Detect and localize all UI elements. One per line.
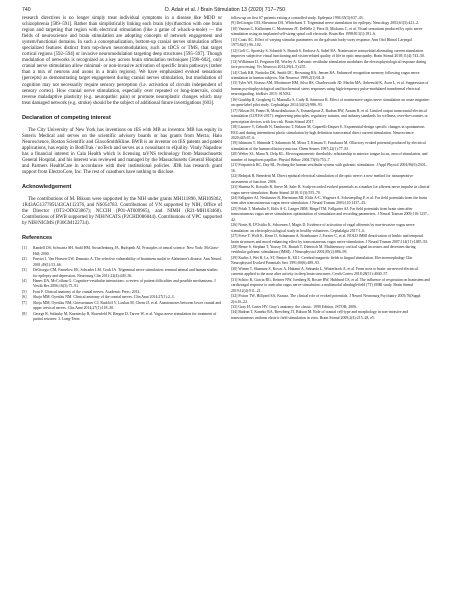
reference-text: DeGiorgio CM, Fanselow EE, Schrader LM, Cook IA. Trigeminal nerve stimulation: seminal animal and human studies for epilepsy and depression. Neurosurg Clin 2011;22(4):449–56. (33, 268, 218, 278)
page-number: 740 (22, 7, 31, 13)
reference-item: [27] Frese T, Wolf K, Kenn O, Schumann A, Bornhauser J, Forster C, et al. BOLD fMRI deactivation of limbic and temporal brain structures and mood enhancing effect by transcutaneous vagus nerve stimulation. J Neural Transm 2007;114(11):1485–93. (231, 234, 429, 244)
journal-citation: D. Adair et al. / Brain Stimulation 13 (2020) 717–750 (165, 7, 285, 13)
reference-number: [3] (22, 268, 27, 273)
reference-item (22, 257, 222, 268)
reference-item: [24] Fallgatter AJ, Neuhauser B, Herrmann MJ, Ehlis A-C, Wagener A, Scheuerpflug P, et al. Far field potentials from the brain stem after transcutaneous vagus nerve stimulation. J Neural Transm 2003;110:1437–43. (231, 195, 427, 206)
reference-list-left (22, 246, 222, 322)
reference-item: [30] Wimm T, Shumurz S, Kovac A, Hakami A, Sekunda L, Winterbock A, et al. From nose to brain: un-nerved electrical currents applied to the nose alter activity in deep brain structures. Cereb Cortex 2018;28(11):4040–57. (231, 266, 418, 277)
conflict-paragraph: The City University of New York has inventions on tES with MB as inventor. MB has equity in Soterix Medical and serves on the scientific advisory boards or has grants from Mecta, Halo Neuroscience, Boston Scientific and GlaxoSmithKline. BWB is an inventor on tES patents and patent applications, has equity in BodiTrak / noTech and serves as a consultant to eQuility. Vitaly Napadow has a financial interest in Cala Health which is licensing taVNS technology from Massachusetts General Hospital, and his interest was reviewed and managed by the Massachusetts General Hospital and Partners HealthCare in accordance with their institutional policies. JDB has research grant support from ElectroCore, Inc. The rest of coauthors have nothing to disclose. (22, 127, 222, 176)
reference-item (22, 268, 222, 279)
reference-text: Foni F. Clinical anatomy of the cranial nerves. Academic Press; 2014. (33, 289, 141, 294)
reference-item: follow-up on first 67 patients exiting a controlled study. Epilepsia 1994;35(3):637–43. (231, 16, 364, 20)
reference-text: Parvizi J, Van Hoesen GW, Damasio A. The selective vulnerability of brainstem nuclei to Alzheimer's disease. Ann Neurol 2001;49(1):53–66. (33, 257, 222, 267)
reference-item: [15] Tyler WJ, Boasso AM, Mortimore HM, Silva RS, Charlesworth JD, Marlin MA, Aebersold K, Aven L, et al. Suppression of human psychophysiological and biochemical stress responses using high-frequency pulse-modulated transdermal electrical neurosignaling. bioRxiv 2015: 015032. (231, 81, 429, 97)
reference-item: [29] Kurlin J, Wei R, Le, ST, Pantoe K, Ell J. Cerebral magnetic fields to lingual stimulation. Electroencephalogr Clin Neurophysiol Evoked Potentials Sect 1991;80(6):489–93. (231, 255, 413, 266)
reference-item: [25] Polak T, Markulin F, Ehlis A-C, Langer JBM, Ringel TM, Fallgatter AJ. Far field potentials from brain stem after transcutaneous vagus nerve stimulation: optimization of stimulation and recording parameters. J Neural Transm 2009;116:1237–42. (231, 206, 429, 222)
reference-text: Shoja MM, Oyesiku NM, Griessenauer CJ, Radcliff V, Loukas M, Chern JJ, et al. Anastomoses between lower cranial and upper cervical nerves. Clin Anat 2014;27(1):118–30. (33, 300, 221, 311)
reference-item: [23] Sharma K, Kotsulis R, Surve M, Sahv R. Scalp-recorded evoked potentials as a marker for afferent nerve impulse in clinical vagus nerve stimulation. Brain Stimul 2018;11(3):555–70. (231, 185, 430, 195)
references-heading: References (22, 235, 53, 242)
reference-item: [34] Badran T, Kaneko RA, Brewberg JT, Bikson M. Role of cranial cell-type and morphology in non-invasive and transcutaneous uniform electric field stimulation in vitro. Brain Stimul 2009;2(4):215–28, e5. (231, 310, 409, 320)
reference-item: [32] Picton TW, Hillyard SA, Krausz. The clinical role of evoked potentials. J Neurol Neurosurg Psychiatry 2005;76(Suppl 2):ii16–22. (231, 294, 421, 304)
reference-item (22, 301, 222, 312)
reference-text: Hanes DA, McCollum G. Cognitive-vestibular interactions: a review of patient difficulties and possible mechanisms. J Vestib Res 2006;16(3):75–91. (33, 279, 216, 289)
reference-item: [22] Brdnjak R, Benedetti M. Direct epidural electrical stimulation of the optic nerve: a new method for intraoperative assessment of function. 2006. (231, 174, 413, 184)
reference-item: [10] Vanzan C, Kallioinen C, Mortensen JT, DeBelle J, Pierz D, Michaux C, et al. Visual sensations produced by optic nerve stimulation using an implanted self-sizing spiral cuff electrode. Brain Res 1998;813(1):181–6. (231, 26, 423, 37)
reference-item: [17] Nikson M, Paneri B, Mourdoukoutas A, Esmaeilpour Z, Badran BW, Azzam R, et al. Limited output transcranial electrical stimulation (LOTES-2017): engineering principles, regulatory statutes, and industry standards for wellness, over-the-counter, or prescription devices with low risk. Brain Stimul 2017. (231, 108, 428, 124)
reference-number: [6] (22, 295, 27, 300)
reference-item: [28] Bense S, Stephan T, Yousry TA, Brandt T, Dieterich M. Multisensory cortical signal increases and decreases during vestibular galvanic stimulation (fMRI). J Neurophysiol 2001;85(2):886–99. (231, 245, 416, 255)
acknowledgement-paragraph: The contributions of M. Bikson were supported by the NIH under grants MH111896, MH109362, 1R43AG137785U43CA112376, and NS054783. Contributions of VN supported by NIH, Office of the Director (OT2-OD023867); NCCIH (P01-AT009965), and NIMH (R21-MH103468). Contributions of BWB supported by NIH/NCATS (P2CHD086844). Contributions of VPC supported by NIH/NIGMS (P30GM122734). (22, 197, 222, 227)
reference-item: [19] Ishimaru T, Shimada T, Sakumoto M, Miwa T, Kimura Y, Furukawa M. Olfactory evoked potential produced by electrical stimulation of the human olfactory mucosa. Chem Senses 1997;22(1):77–81. (231, 141, 426, 151)
reference-item: [26] Nonis R, D'Ostilio K, Schoenen J, Magis D. Evidence of activation of vagal afferents by non-invasive vagus nerve stimulation: an electrophysiological study in healthy volunteers. Cephalalgia 2017:1–6. (231, 223, 415, 233)
reference-item: [13] Wilkinson D, Ferguson HJ, Worley A. Galvanic vestibular stimulation modulates the electrophysiological response during face processing. Vis Neurosci 2012;29(4–5):255. (231, 59, 427, 70)
reference-item: [31] Schioc R, Garcia RG, Kettner NW, Isenberg R, Roster RW, Hubbard CS, et al. The influence of respiration on brainstem and cardiovagal response to auricular vagus nerve stimulation: a multimodal ultrahigh-field (7T) fMRI study. Brain Stimul 2019;12(4):911–21. (231, 277, 430, 293)
reference-item (22, 312, 222, 323)
reference-number: [2] (22, 257, 27, 262)
reference-text: George R, Salinsky M, Kuzniecky R, Rosenfeld W, Bergen D, Tarver W, et al. Vagus nerve stimulation for treatment of partial seizures: 3. Long-Term (33, 311, 217, 322)
reference-item (22, 279, 222, 290)
reference-number: [4] (22, 279, 27, 284)
left-column (22, 16, 222, 323)
conflict-heading: Declaration of competing interest (22, 114, 111, 121)
acknowledgement-heading: Acknowledgement (22, 184, 72, 191)
reference-number: [5] (22, 289, 27, 294)
reference-item (22, 246, 222, 257)
reference-item: [9] DeGiorgio CM, Shewmon DA, Whitehurst T. Trigeminal nerve stimulation for epilepsy. Neurology 2003;61(3):421–2. (231, 21, 420, 26)
reference-text: Randell DS, Schwartz SH, Stahl HM, Swoaffenborg JA, Hudspeth AJ. Principles of neural science. New York: McGraw-Hill; 2000. (33, 246, 220, 256)
reference-item: [18] Lazarev V, Gebodh N, Tamborino T, Bikson M, Caparelli-Daquer E. Exponential-design specific changes in spontaneous EEG and during intermittent photic stimulation by high definition transcranial direct current stimulation. Neuroscience 2020;445:67–6. (231, 125, 425, 140)
reference-item: [16] Gaultlip R, Grogberg G, Mazzullo S, Cudy B, Sarnoaca R. Effect of noninvasive vagus nerve stimulation on acute migraine: an open-label pilot study. Cephalalgia 2014;34(12):986–93. (231, 97, 430, 108)
reference-item: [33] Gray H, Carter HV. Gray's anatomy: the classic. 1990 Edition, JSTOR; 2006. (231, 305, 357, 310)
reference-item: [21] Fitzpatrick RC, Day BL. Probing the human vestibular system with galvanic stimulation. J Appl Physiol 2004;96(6):2301–16. (231, 163, 428, 173)
reference-number: [8] (22, 311, 27, 316)
reference-number: [7] (22, 300, 27, 305)
right-column (231, 16, 431, 321)
reference-item: [20] Welter SL, Mana N, Delp KL. Electrogustometric thresholds: relationship to anterior tongue locus, area of stimulation, and number of fungiform papillae. Physiol Behav 2004;73(6):753–7. (231, 152, 428, 162)
reference-item: [14] Clark KB, Naritoku DK, Smith DC, Browning RA, Jensen RA. Enhanced recognition memory following vagus nerve stimulation in human subjects. Nat Neurosci 1999;2(1):94–8. (231, 70, 420, 80)
reference-list-right (231, 16, 431, 321)
intro-paragraph: research directives is no longer simply treat individual symptoms in a disease like MDD or schizophrenia [589–591]. Rather than simplistically linking each brain (dys)function with one brain region and targeting that region with electrical stimulation (like a game of whack-a-mole) — the fields of neuroscience and brain stimulation are adopting concepts of network engagement and system/functional domains. In such a conceptualization, bottom-up cranial nerves stimulation offers specialized features distinct from top-down neuromodulation, such as tDCS or TMS, that target cortical regions [592–594] or invasive neuromodulation targeting deep structures [595–597]. Though modulation of networks is recognized as a key across brain stimulation techniques [598–602], only cranial nerve stimulation allow minimal- or non-invasive activation of specific brain pathways (rather than a mix of neurons and axons in a brain regions). We have emphasized evoked sensations (percepts) as demonstrating target engagement during cranial nerves stimulation, but modulation of cognition may not necessarily require sensory perception (i.e. activation of circuits independent of sensory cortex). How cranial nerve stimulation, especially over repeated or long-intervals, could reverse maladaptive plasticity (e.g. neuropathic pain) or promote neuroplastic changes which may treat damaged network (e.g. stroke) should be the subject of additional future investigations [603]. (22, 16, 222, 106)
running-head (22, 7, 428, 15)
reference-text: Shoja MM, Oyesiku NM. Clinical anatomy of the cranial nerves. Clin Anat 2014;27(1):2–3. (33, 295, 175, 300)
reference-item: [12] Golf C, Sportsky S, Schmidt S, Brandt S, Endorse A, Sabel BA. Noninvasive transorbital alternating current stimulation improves subjective visual functioning and vision-related quality of life in optic neuropathy. Brain Stimul 2018;11(4):743–50. (231, 48, 425, 59)
reference-number: [1] (22, 246, 27, 251)
reference-item: [11] Coats AC. Effect of varying stimulus parameters on the galvanic body-sway response. Ann Otol Rhinol Laryngol 1973;82(1):96–102. (231, 37, 413, 48)
